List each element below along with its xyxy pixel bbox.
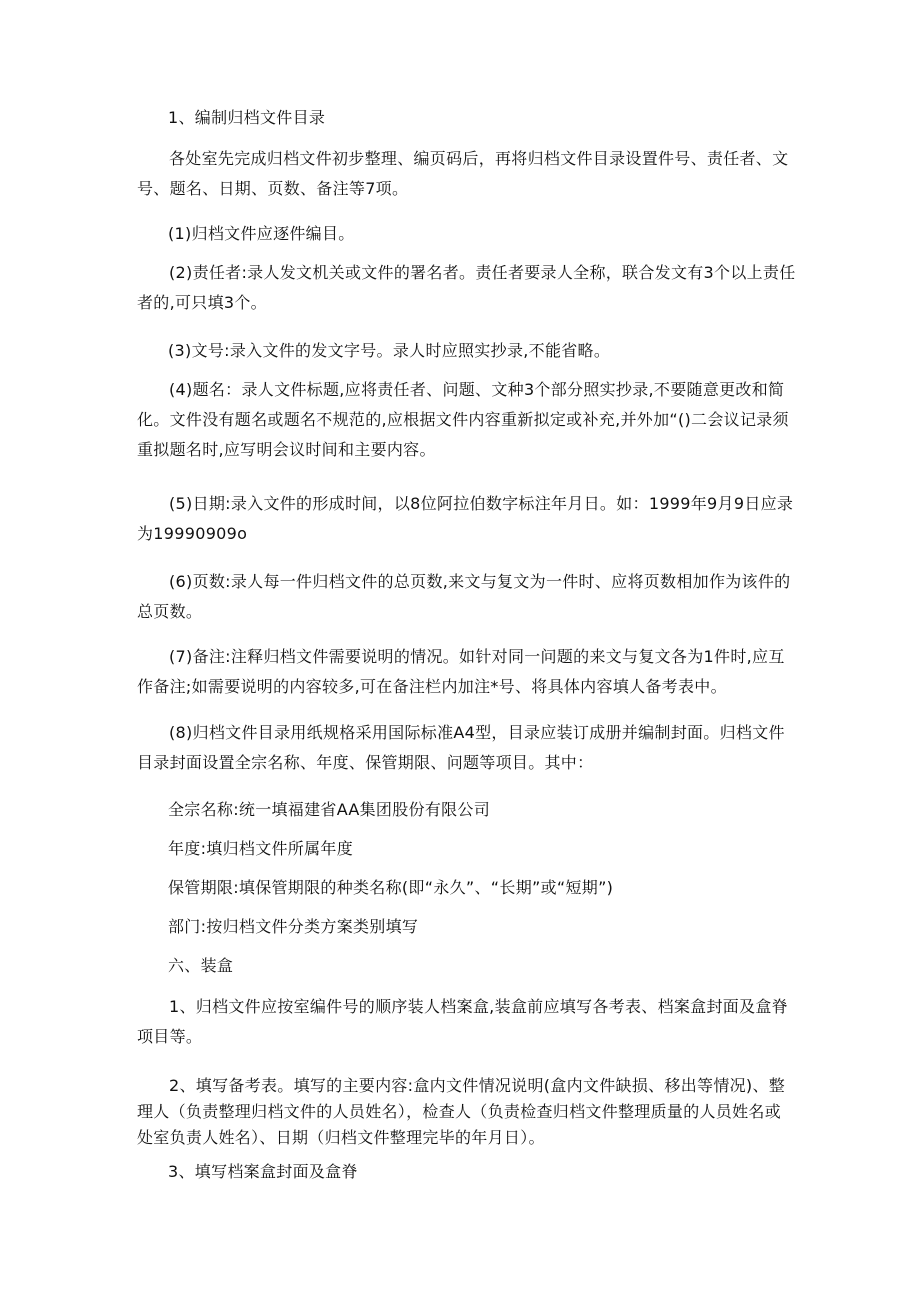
paragraph-item-3: (3)文号:录入文件的发文字号。录人时应照实抄录,不能省略。 <box>168 341 611 360</box>
paragraph-item-8: (8)归档文件目录用纸规格采用国际标准A4型，目录应装订成册并编制封面。归档文件目录封面设置全宗名称、年度、保管期限、问题等项目。其中： <box>137 723 785 772</box>
paragraph-fonds-name: 全宗名称:统一填福建省AA集团股份有限公司 <box>168 800 491 819</box>
paragraph-item-4: (4)题名：录人文件标题,应将责任者、问题、文种3个部分照实抄录,不要随意更改和简化。文件没有题名或题名不规范的,应根据文件内容重新拟定或补充,并外加“()二会议记录须重拟题名时,应写明会议时间和主要内容。 <box>137 380 789 459</box>
paragraph-item-6: (6)页数:录人每一件归档文件的总页数,来文与复文为一件时、应将页数相加作为该件的总页数。 <box>137 572 791 621</box>
paragraph-item-2: (2)责任者:录人发文机关或文件的署名者。责任者要录人全称，联合发文有3个以上责任者的,可只填3个。 <box>137 263 796 312</box>
paragraph-year: 年度:填归档文件所属年度 <box>168 839 353 858</box>
paragraph-boxing-2: 2、填写备考表。填写的主要内容:盒内文件情况说明(盒内文件缺损、移出等情况)、整理人（负责整理归档文件的人员姓名），检查人（负责检查归档文件整理质量的人员姓名或处室负责人姓名）、日期（归档文件整理完毕的年月日）。 <box>137 1076 786 1147</box>
paragraph-boxing-1: 1、归档文件应按室编件号的顺序装人档案盒,装盒前应填写各考表、档案盒封面及盒脊项目等。 <box>137 997 788 1046</box>
paragraph-boxing-3: 3、填写档案盒封面及盒脊 <box>168 1162 358 1181</box>
paragraph-catalog-intro: 各处室先完成归档文件初步整理、编页码后，再将归档文件目录设置件号、责任者、文号、题名、日期、页数、备注等7项。 <box>137 149 789 198</box>
section-heading-boxing: 六、装盒 <box>168 956 234 975</box>
paragraph-retention-period: 保管期限:填保管期限的种类名称(即“永久”、“长期”或“短期”) <box>168 878 614 897</box>
paragraph-item-5: (5)日期:录入文件的形成时间，以8位阿拉伯数字标注年月日。如：1999年9月9日应录为19990909o <box>137 494 794 543</box>
paragraph-item-7: (7)备注:注释归档文件需要说明的情况。如针对同一问题的来文与复文各为1件时,应互作备注;如需要说明的内容较多,可在备注栏内加注*号、将具体内容填人备考表中。 <box>137 647 785 696</box>
paragraph-department: 部门:按归档文件分类方案类别填写 <box>168 917 419 936</box>
paragraph-item-1: (1)归档文件应逐件编目。 <box>168 224 355 243</box>
section-heading-catalog: 1、编制归档文件目录 <box>168 108 326 127</box>
